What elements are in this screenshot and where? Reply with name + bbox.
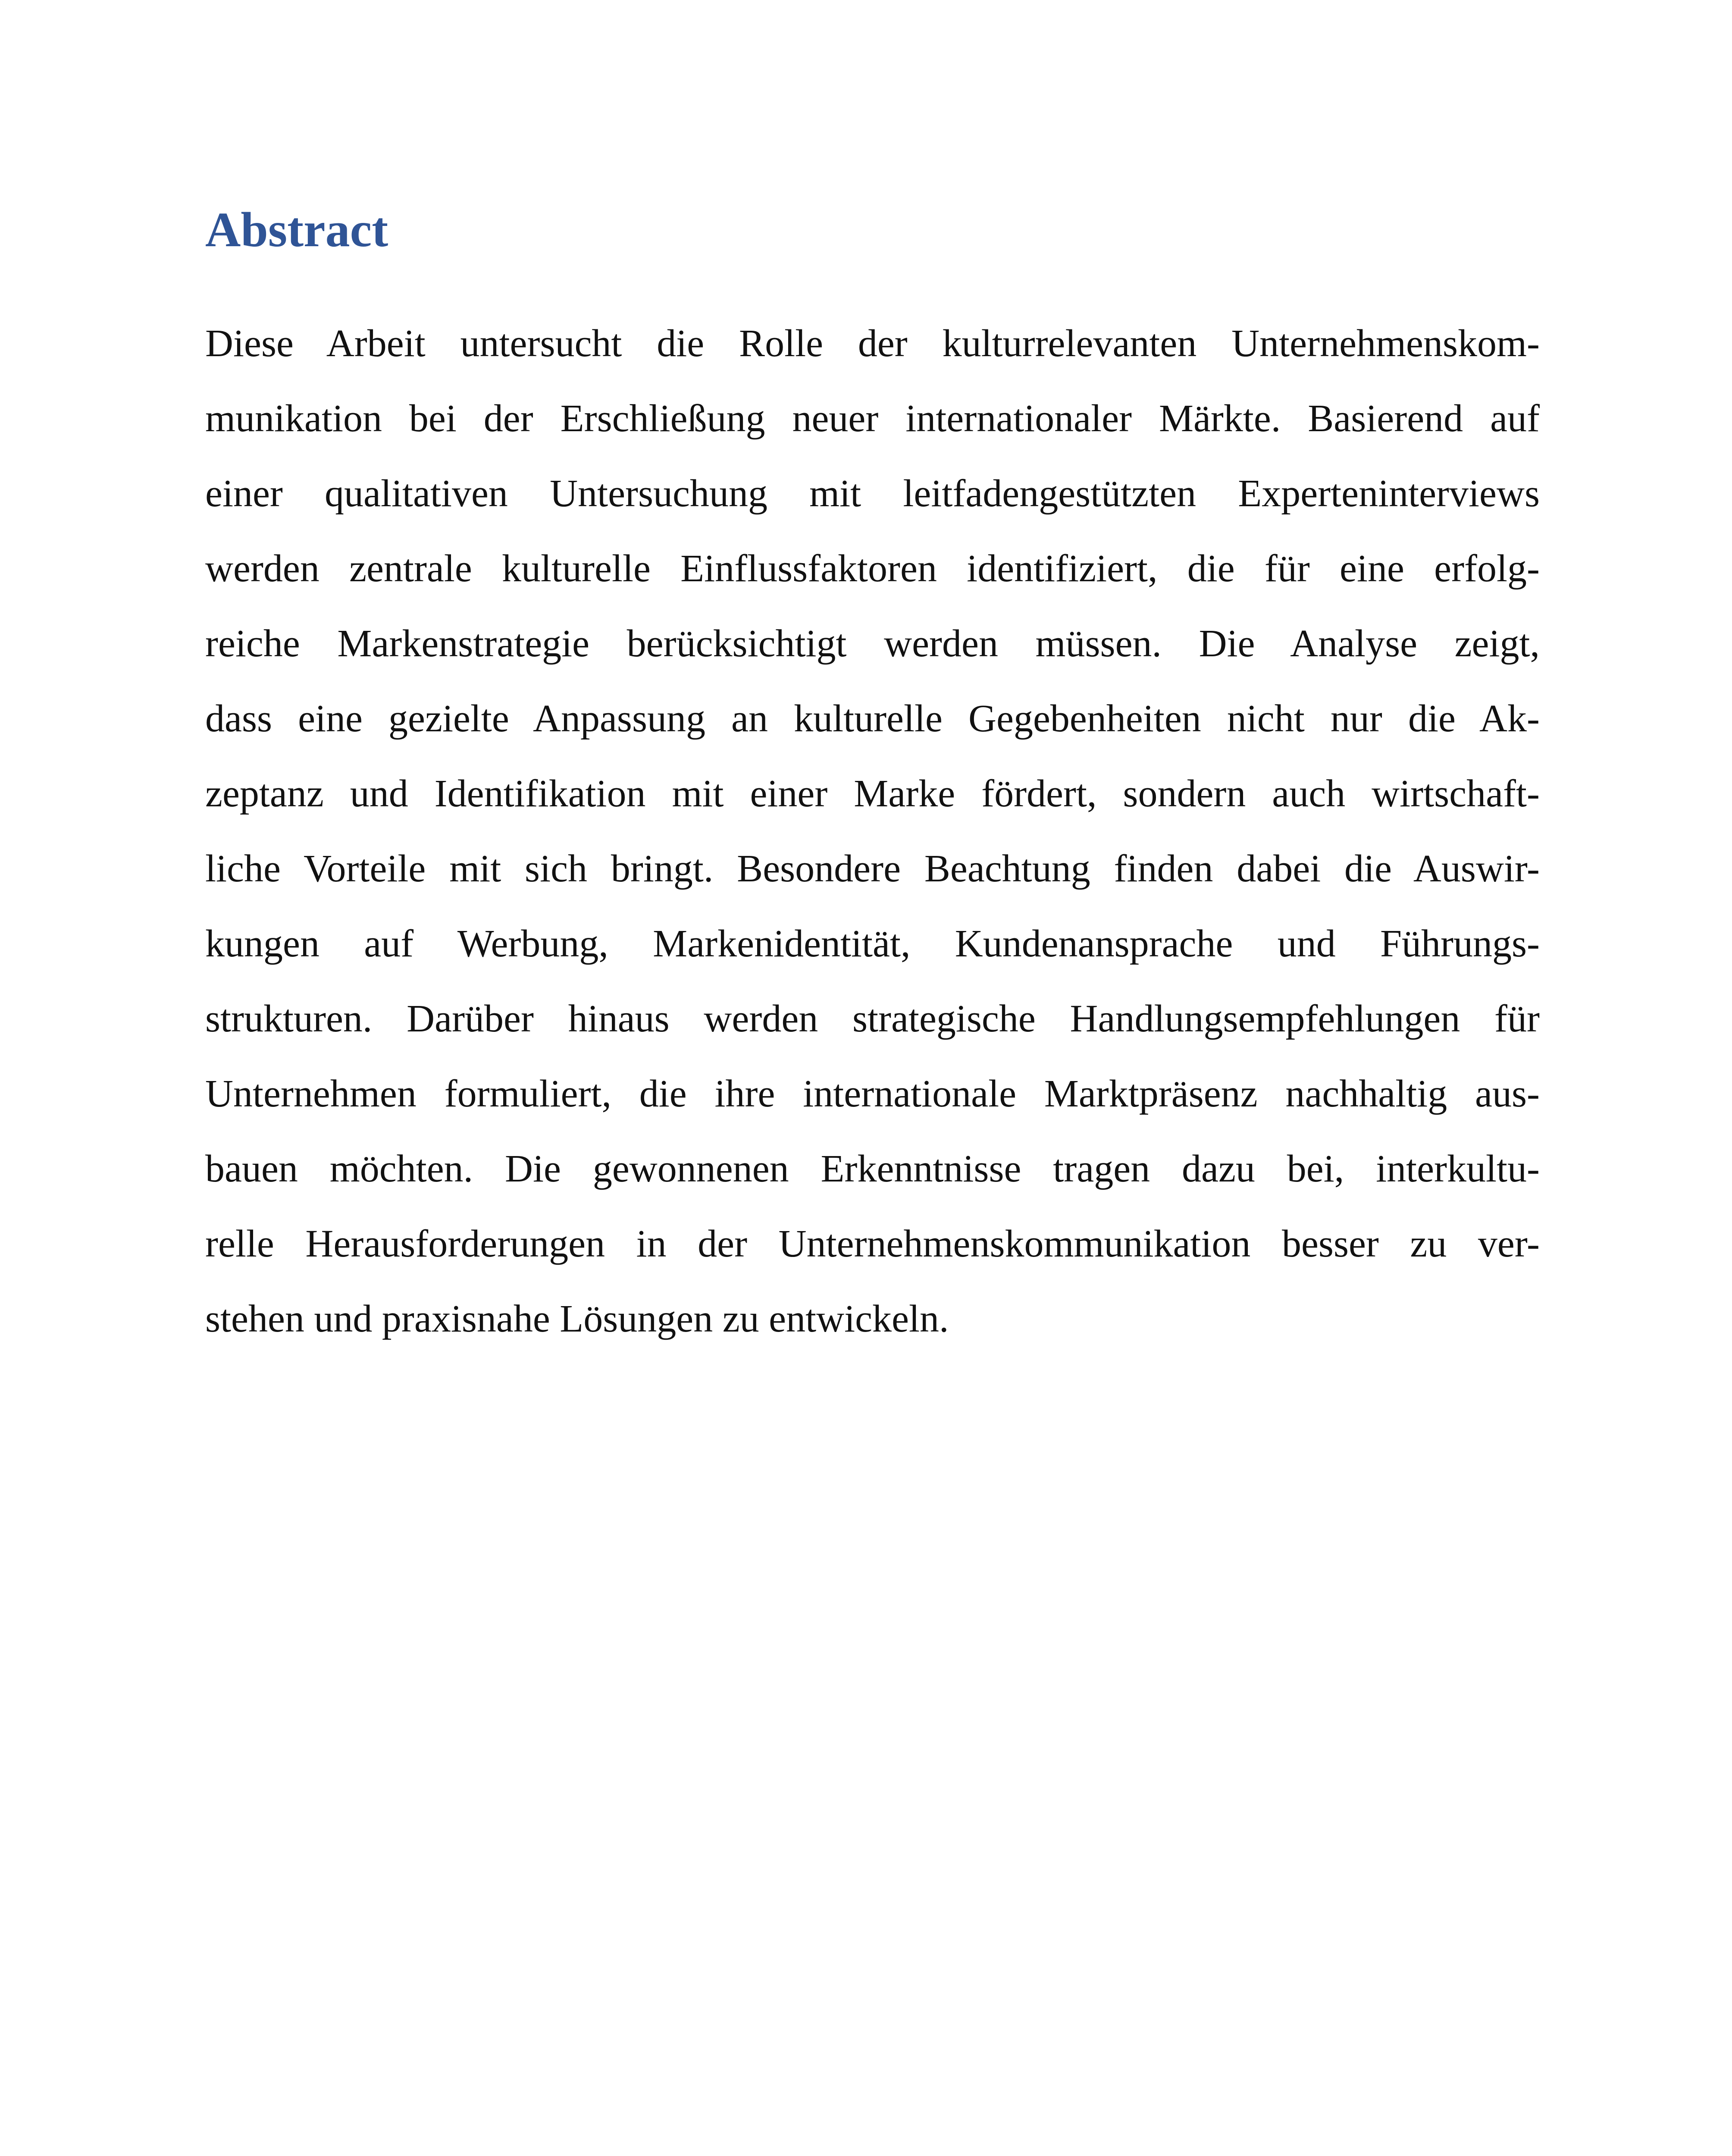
abstract-line: kungen auf Werbung, Markenidentität, Kundenansprache und Führungs-	[205, 922, 1540, 965]
abstract-line: Diese Arbeit untersucht die Rolle der kulturrelevanten Unternehmenskom-	[205, 322, 1540, 365]
abstract-line: reiche Markenstrategie berücksichtigt werden müssen. Die Analyse zeigt,	[205, 622, 1540, 665]
abstract-body	[205, 306, 1540, 1357]
abstract-line: munikation bei der Erschließung neuer internationaler Märkte. Basierend auf	[205, 397, 1540, 440]
abstract-line: relle Herausforderungen in der Unternehmenskommunikation besser zu ver-	[205, 1222, 1540, 1265]
abstract-heading: Abstract	[205, 202, 388, 257]
abstract-line: liche Vorteile mit sich bringt. Besondere Beachtung finden dabei die Auswir-	[205, 847, 1540, 890]
abstract-line: einer qualitativen Untersuchung mit leitfadengestützten Experteninterviews	[205, 472, 1540, 515]
abstract-line: strukturen. Darüber hinaus werden strategische Handlungsempfehlungen für	[205, 997, 1540, 1040]
abstract-line: zeptanz und Identifikation mit einer Marke fördert, sondern auch wirtschaft-	[205, 772, 1540, 815]
abstract-line: werden zentrale kulturelle Einflussfaktoren identifiziert, die für eine erfolg-	[205, 547, 1540, 590]
abstract-line: bauen möchten. Die gewonnenen Erkenntnisse tragen dazu bei, interkultu-	[205, 1147, 1540, 1190]
abstract-line: Unternehmen formuliert, die ihre internationale Marktpräsenz nachhaltig aus-	[205, 1072, 1540, 1115]
abstract-line: stehen und praxisnahe Lösungen zu entwickeln.	[205, 1297, 949, 1340]
abstract-line: dass eine gezielte Anpassung an kulturelle Gegebenheiten nicht nur die Ak-	[205, 697, 1540, 740]
